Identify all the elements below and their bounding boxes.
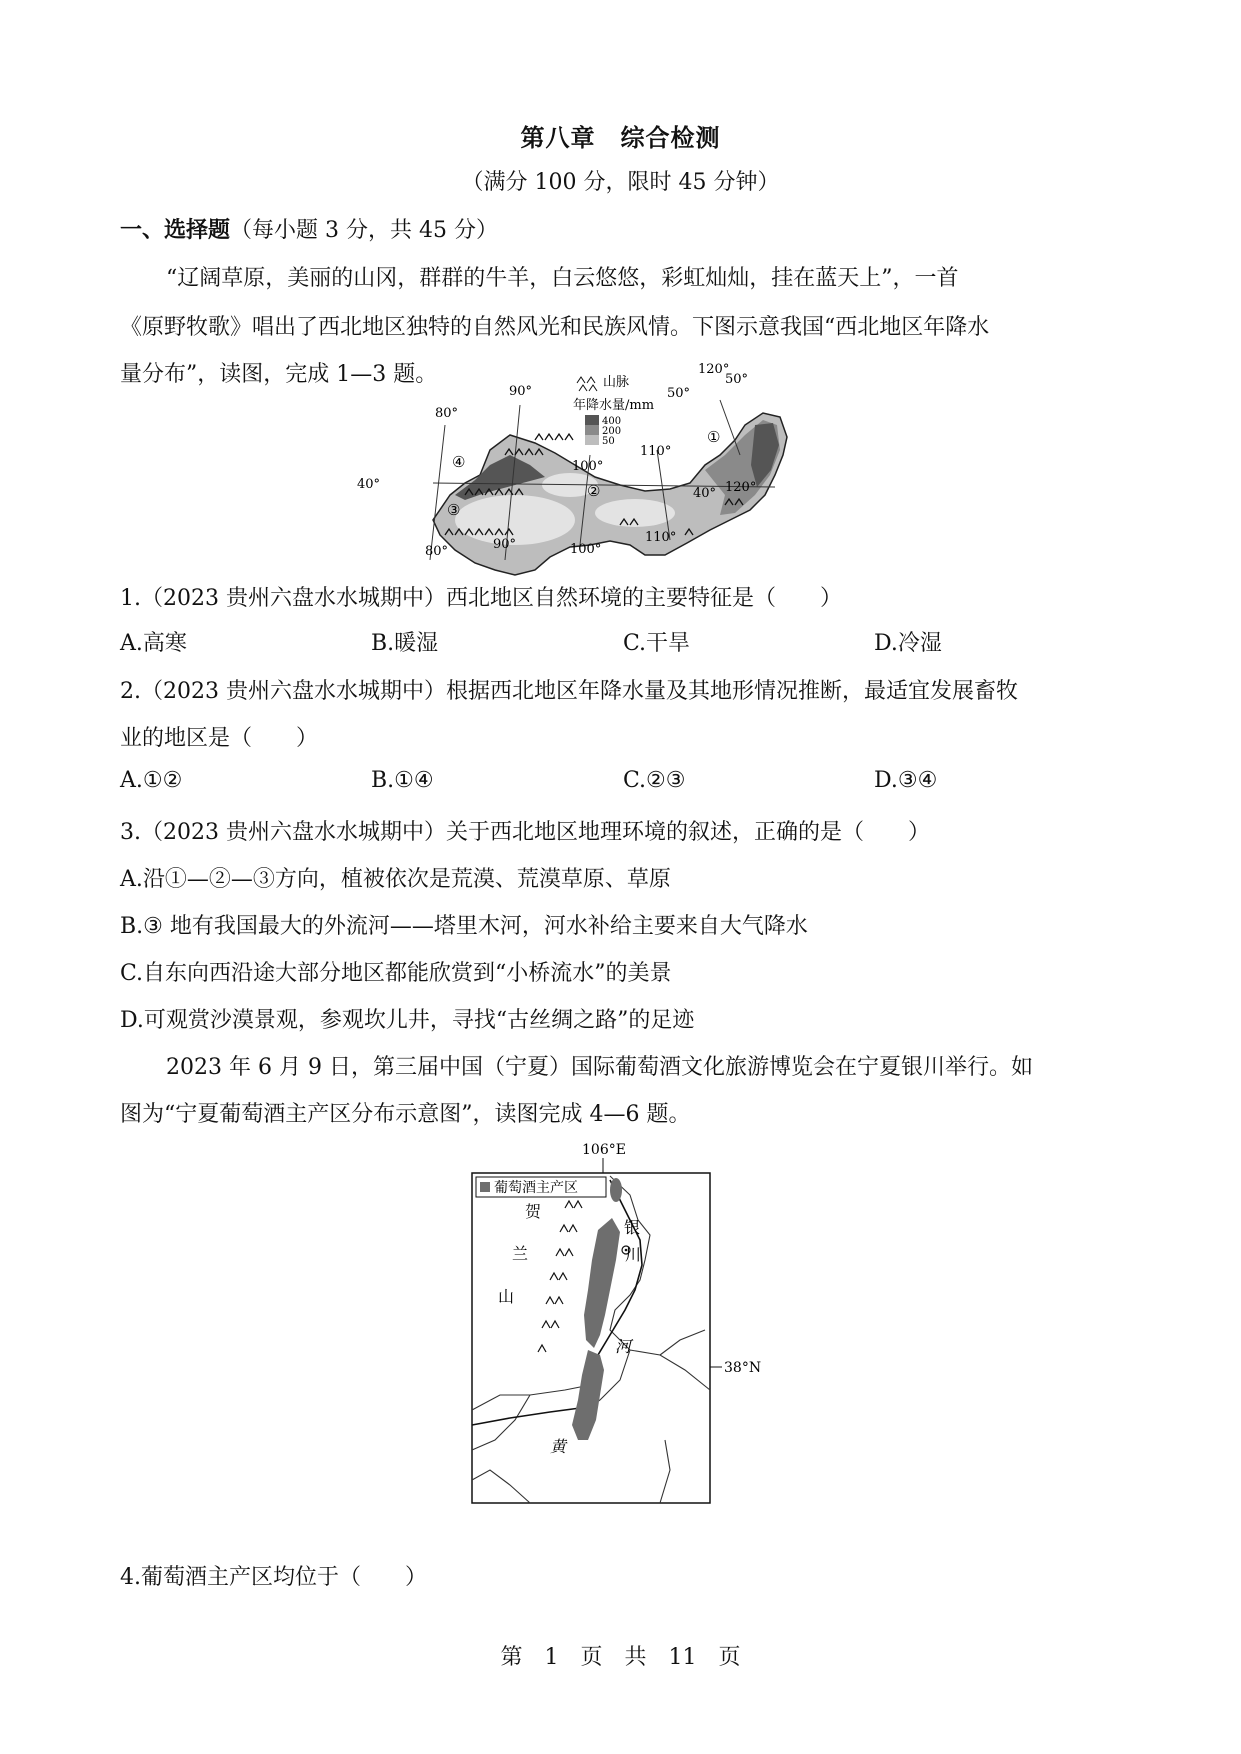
legend-level-50: 50 [602,436,615,447]
label-lat-38n: 38°N [724,1360,762,1376]
intro1-line1: “辽阔草原，美丽的山冈，群群的牛羊，白云悠悠，彩虹灿灿，挂在蓝天上”，一首 [166,266,959,291]
page-subtitle: （满分 100 分，限时 45 分钟） [461,170,780,195]
wine-area-north [610,1178,622,1202]
label-lat50-a: 50° [667,386,691,401]
ningxia-wine-map [470,1140,790,1520]
marker-4: ④ [452,453,466,471]
q1-stem: 1.（2023 贵州六盘水水城期中）西北地区自然环境的主要特征是（ ） [120,586,842,611]
q3-option-d: D.可观赏沙漠景观，参观坎儿井，寻找“古丝绸之路”的足迹 [120,1008,695,1033]
q1-option-b: B.暖湿 [371,631,439,656]
q3-stem: 3.（2023 贵州六盘水水城期中）关于西北地区地理环境的叙述，正确的是（ ） [120,820,930,845]
q3-option-b: B.③ 地有我国最大的外流河——塔里木河，河水补给主要来自大气降水 [120,914,808,939]
label-river-he: 河 [615,1337,632,1356]
map-pale-basin-3 [595,499,675,527]
label-lon110-mid: 110° [640,444,672,459]
legend-swatch-400 [585,415,599,425]
legend-mountain-label: 山脉 [603,375,630,390]
label-shan: 山 [498,1287,515,1306]
label-lon100-bottom: 100° [570,542,602,557]
label-lan: 兰 [512,1244,529,1263]
legend-level-400: 400 [602,416,622,427]
label-lon80-bottom: 80° [425,544,449,559]
intro1-line3: 量分布”，读图，完成 1—3 题。 [120,362,438,387]
q1-option-a: A.高寒 [120,631,187,656]
label-lat50-b: 50° [725,372,749,387]
legend-rain-title: 年降水量/mm [573,398,655,413]
label-chuan: 川 [625,1245,642,1264]
legend-swatch-200 [585,425,599,435]
label-lon120-right: 120° [725,480,757,495]
section-heading [120,213,498,244]
q2-stem-line2: 业的地区是（ ） [120,726,319,751]
label-lon100-mid: 100° [572,459,604,474]
q2-option-c: C.②③ [623,768,686,793]
intro1-line2: 《原野牧歌》唱出了西北地区独特的自然风光和民族风情。下图示意我国“西北地区年降水 [120,315,990,340]
label-river-huang: 黄 [550,1437,567,1456]
intro2-line2: 图为“宁夏葡萄酒主产区分布示意图”，读图完成 4—6 题。 [120,1102,691,1127]
q2-option-a: A.①② [120,768,183,793]
q2-option-b: B.①④ [371,768,434,793]
q1-option-d: D.冷湿 [874,631,942,656]
page-footer: 第 1 页 共 11 页 [500,1645,741,1670]
q2-option-d: D.③④ [874,768,938,793]
q3-option-c: C.自东向西沿途大部分地区都能欣赏到“小桥流水”的美景 [120,961,672,986]
label-lat40-right: 40° [693,486,717,501]
marker-1: ① [707,428,721,446]
label-lon120-top: 120° [698,362,730,377]
q4-stem: 4.葡萄酒主产区均位于（ ） [120,1565,427,1590]
label-lon110-bottom: 110° [645,530,677,545]
section-heading-label: 一、选择题 [120,217,231,243]
label-lon90-top: 90° [509,384,533,399]
q1-option-c: C.干旱 [623,631,691,656]
legend-wine-swatch [480,1182,490,1192]
marker-2: ② [587,482,601,500]
intro2-line1: 2023 年 6 月 9 日，第三届中国（宁夏）国际葡萄酒文化旅游博览会在宁夏银川举行。如 [166,1055,1033,1080]
label-lon90-bottom: 90° [493,537,517,552]
label-lat40-left: 40° [357,477,381,492]
legend-wine-label: 葡萄酒主产区 [494,1180,578,1196]
q3-option-a: A.沿①—②—③方向，植被依次是荒漠、荒漠草原、草原 [120,867,671,892]
label-yin: 银 [624,1218,641,1237]
label-lon80-top: 80° [435,406,459,421]
legend-level-200: 200 [602,426,622,437]
label-lon-106e: 106°E [582,1142,626,1158]
section-heading-note: （每小题 3 分，共 45 分） [230,218,498,243]
page-title: 第八章 综合检测 [520,123,721,152]
legend-swatch-50 [585,435,599,445]
label-he: 贺 [525,1202,542,1221]
q2-stem-line1: 2.（2023 贵州六盘水水城期中）根据西北地区年降水量及其地形情况推断，最适宜发展畜牧 [120,679,1018,704]
marker-3: ③ [447,501,461,519]
